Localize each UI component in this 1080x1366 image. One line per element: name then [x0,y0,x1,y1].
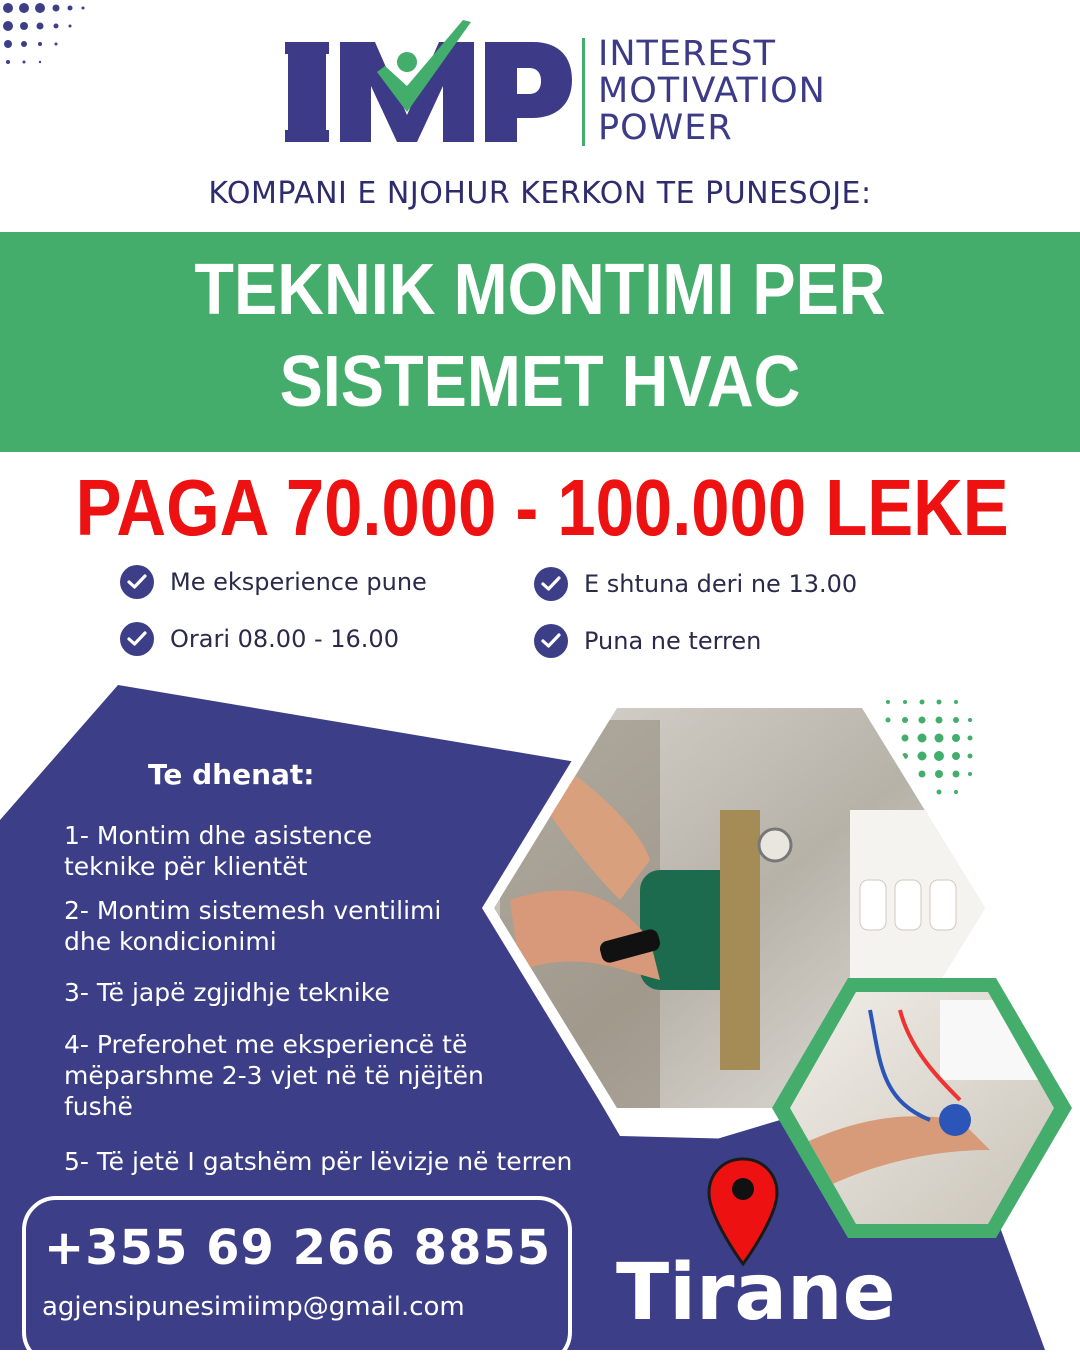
job-title-line-2: SISTEMET HVAC [279,342,801,422]
details-title: Te dhenat: [148,758,315,791]
check-icon [120,565,154,599]
check-icon [534,567,568,601]
feature-label: Orari 08.00 - 16.00 [170,625,399,653]
feature-label: E shtuna deri ne 13.00 [584,570,858,598]
detail-item: 2- Montim sistemesh ventilimi dhe kondicionimi [64,896,442,956]
check-icon [120,622,154,656]
feature-item [534,624,761,658]
feature-item [120,622,399,656]
imp-logo-mark [285,20,575,150]
logo-line-interest: INTEREST [598,34,777,74]
feature-item [120,565,427,599]
logo-wordmark [598,36,826,147]
feature-item [534,567,857,601]
check-icon [534,624,568,658]
phone-number[interactable]: +355 69 266 8855 [44,1220,552,1276]
detail-item: 4- Preferohet me eksperiencë të mëparshme 2-3 vjet në të njëjtën fushë [64,1030,484,1121]
email-address[interactable]: agjensipunesimiimp@gmail.com [42,1292,465,1322]
detail-item: 1- Montim dhe asistence teknike për klientët [64,821,373,881]
decorative-dots-top-left [0,0,90,75]
logo-divider [582,38,585,146]
logo-line-motivation: MOTIVATION [598,71,826,111]
hiring-subtitle: KOMPANI E NJOHUR KERKON TE PUNESOJE: [208,176,872,211]
salary-range: PAGA 70.000 - 100.000 LEKE [75,463,1009,552]
feature-label: Puna ne terren [584,627,762,655]
job-title [54,244,1026,428]
detail-item: 5- Të jetë I gatshëm për lëvizje në terren [64,1147,573,1176]
detail-item: 3- Të japë zgjidhje teknike [64,978,390,1007]
job-title-line-1: TEKNIK MONTIMI PER [194,250,886,330]
location-city: Tirane [616,1248,896,1338]
feature-label: Me eksperience pune [170,568,427,596]
logo-line-power: POWER [598,108,733,148]
